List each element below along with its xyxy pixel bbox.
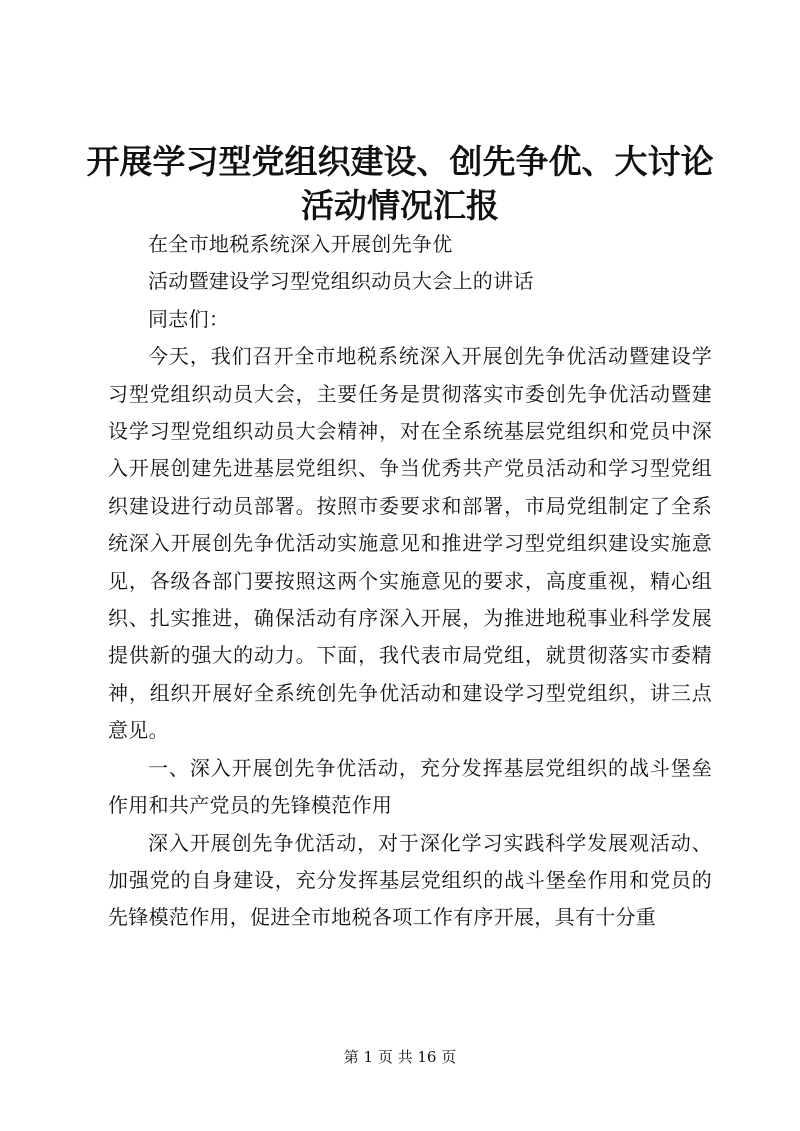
subtitle-line-2: 活动暨建设学习型党组织动员大会上的讲话: [148, 269, 534, 294]
document-body: [108, 226, 712, 937]
document-title: 开展学习型党组织建设、创先争优、大讨论活动情况汇报: [86, 142, 714, 225]
paragraph-section-1: 深入开展创先争优活动，对于深化学习实践科学发展观活动、加强党的自身建设，充分发挥基层党组织的战斗堡垒作用和党员的先锋模范作用，促进全市地税各项工作有序开展，具有十分重: [108, 830, 712, 930]
paragraph-intro: 今天，我们召开全市地税系统深入开展创先争优活动暨建设学习型党组织动员大会，主要任务是贯彻落实市委创先争优活动暨建设学习型党组织动员大会精神，对在全系统基层党组织和党员中深入开展创建先进基层党组织、争当优秀共产党员活动和学习型党组织建设进行动员部署。按照市委要求和部署，市局党组制定了全系统深入开展创先争优活动实施意见和推进学习型党组织建设实施意见，各级各部门要按照这两个实施意见的要求，高度重视，精心组织、扎实推进，确保活动有序深入开展，为推进地税事业科学发展提供新的强大的动力。下面，我代表市局党组，就贯彻落实市委精神，组织开展好全系统创先争优活动和建设学习型党组织，讲三点意见。: [108, 344, 712, 743]
page-number-footer: 第 1 页 共 16 页: [343, 1048, 457, 1066]
subtitle-line-1: 在全市地税系统深入开展创先争优: [148, 232, 453, 256]
salutation: 同志们：: [148, 306, 230, 331]
section-heading-1: 一、深入开展创先争优活动，充分发挥基层党组织的战斗堡垒作用和共产党员的先锋模范作用: [108, 755, 712, 818]
